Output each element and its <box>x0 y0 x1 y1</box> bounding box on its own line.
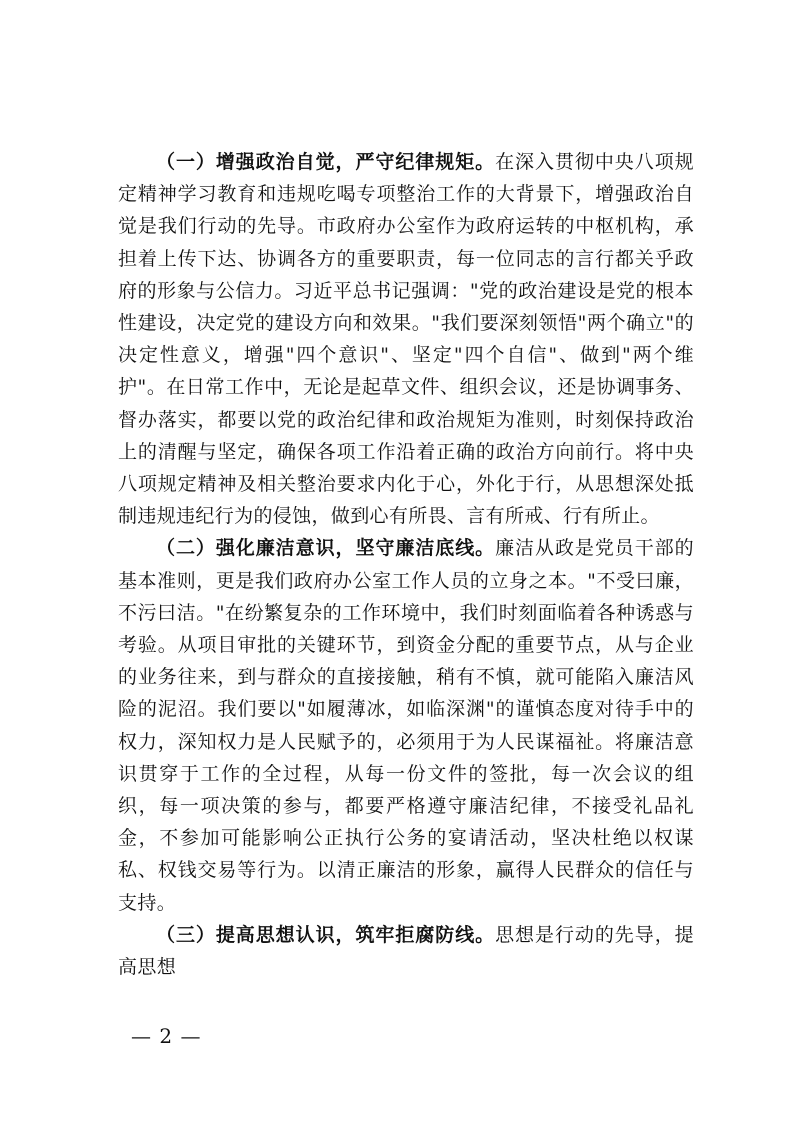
paragraph-1 <box>118 146 694 532</box>
paragraph-2-heading: （二）强化廉洁意识，坚守廉洁底线。 <box>156 537 496 560</box>
paragraph-1-text: 在深入贯彻中央八项规定精神学习教育和违规吃喝专项整治工作的大背景下，增强政治自觉是我们行动的先导。市政府办公室作为政府运转的中枢机构，承担着上传下达、协调各方的重要职责，每一位同志的言行都关乎政府的形象与公信力。习近平总书记强调："党的政治建设是党的根本性建设，决定党的建设方向和效果。"我们要深刻领悟"两个确立"的决定性意义，增强"四个意识"、坚定"四个自信"、做到"两个维护"。在日常工作中，无论是起草文件、组织会议，还是协调事务、督办落实，都要以党的政治纪律和政治规矩为准则，时刻保持政治上的清醒与坚定，确保各项工作沿着正确的政治方向前行。将中央八项规定精神及相关整治要求内化于心，外化于行，从思想深处抵制违规违纪行为的侵蚀，做到心有所畏、言有所戒、行有所止。 <box>118 151 694 528</box>
paragraph-2 <box>118 532 694 918</box>
paragraph-3-heading: （三）提高思想认识，筑牢拒腐防线。 <box>156 923 496 946</box>
paragraph-2-text: 廉洁从政是党员干部的基本准则，更是我们政府办公室工作人员的立身之本。"不受曰廉，不污曰洁。"在纷繁复杂的工作环境中，我们时刻面临着各种诱惑与考验。从项目审批的关键环节，到资金分配的重要节点，从与企业的业务往来，到与群众的直接接触，稍有不慎，就可能陷入廉洁风险的泥沼。我们要以"如履薄冰，如临深渊"的谨慎态度对待手中的权力，深知权力是人民赋予的，必须用于为人民谋福祉。将廉洁意识贯穿于工作的全过程，从每一份文件的签批，每一次会议的组织，每一项决策的参与，都要严格遵守廉洁纪律，不接受礼品礼金，不参加可能影响公正执行公务的宴请活动，坚决杜绝以权谋私、权钱交易等行为。以清正廉洁的形象，赢得人民群众的信任与支持。 <box>118 537 694 914</box>
document-body <box>118 146 694 983</box>
page-number: — 2 — <box>131 1024 202 1048</box>
paragraph-1-heading: （一）增强政治自觉，严守纪律规矩。 <box>156 151 496 173</box>
paragraph-3 <box>118 919 694 983</box>
paragraph-3-text: 思想是行动的先导，提高思想 <box>118 923 694 979</box>
